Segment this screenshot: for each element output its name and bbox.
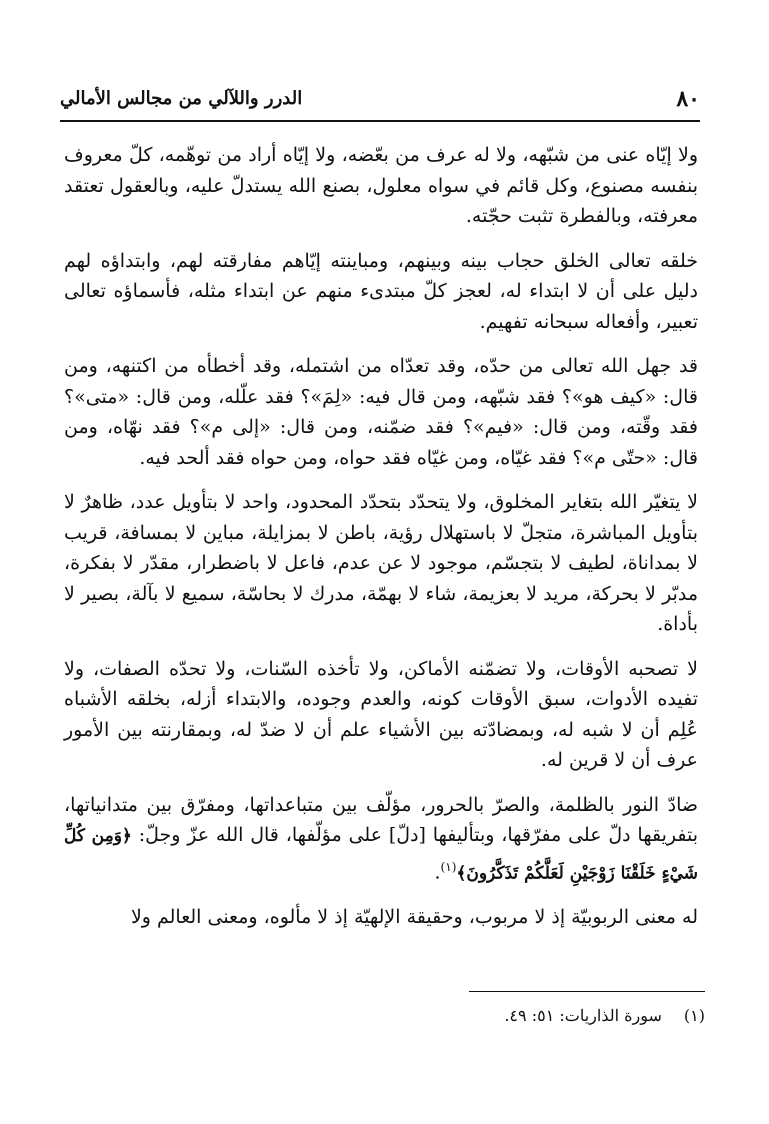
quran-verse: ﴿وَمِن كُلِّ شَيْءٍ خَلَقْنَا زَوْجَيْنِ لَعَلَّكُمْ تَذَكَّرُونَ﴾ (64, 826, 698, 883)
paragraph-6-text: ضادّ النور بالظلمة، والصرّ بالحرور، مؤلّف بين متباعداتها، ومفرّق بين متدانياتها، بتفريقها دلّ على مفرّقها، وبتأليفها [دلّ] على مؤلّفها، قال الله عزّ وجلّ: (64, 793, 698, 846)
paragraph-4: لا يتغيّر الله بتغاير المخلوق، ولا يتحدّد بتحدّد المحدود، واحد لا بتأويل عدد، ظاهرٌ لا بتأويل المباشرة، متجلّ لا باستهلال رؤية، باطن لا بمزايلة، مباين لا بمسافة، قريب لا بمداناة، لطيف لا بتجسّم، موجود لا عن عدم، فاعل لا باضطرار، مقدّر لا بفكرة، مدبّر لا بحركة، مريد لا بعزيمة، شاء لا بهمّة، مدرك لا بحاسّة، سميع لا بآلة، بصير لا بأداة. (64, 491, 698, 635)
footnote-reference[interactable]: (١) (440, 859, 457, 874)
footnote (71, 1004, 705, 1028)
running-title: الدرر واللآلي من مجالس الأمالي (60, 88, 303, 109)
paragraph-1: ولا إيّاه عنى من شبّهه، ولا له عرف من بعّضه، ولا إيّاه أراد من توهّمه، كلّ معروف بنفسه مصنوع، وكل قائم في سواه معلول، بصنع الله يستدلّ عليه، وبالعقول تعتقد معرفته، وبالفطرة تثبت حجّته. (64, 144, 698, 227)
page-number: ٨٠ (676, 86, 700, 112)
paragraph-3: قد جهل الله تعالى من حدّه، وقد تعدّاه من اشتمله، وقد أخطأه من اكتنهه، ومن قال: «كيف هو»؟ فقد شبّهه، ومن قال فيه: «لِمَ»؟ فقد علّله، ومن قال: «متى»؟ فقد وقّته، ومن قال: «فيم»؟ فقد ضمّنه، ومن قال: «إلى م»؟ فقد نهّاه، ومن قال: «حتّى م»؟ فقد غيّاه، ومن غيّاه فقد حواه، ومن حواه فقد ألحد فيه. (64, 355, 698, 469)
page-header (60, 86, 700, 120)
paragraph-2: خلقه تعالى الخلق حجاب بينه وبينهم، ومباينته إيّاهم مفارقته لهم، وابتداؤه لهم دليل على أن لا ابتداء له، لعجز كلّ مبتدىء منهم عن ابتداء مثله، فأسماؤه تعالى تعبير، وأفعاله سبحانه تفهيم. (64, 249, 698, 333)
body-text (64, 140, 698, 947)
footnote-number: (١) (683, 1006, 705, 1025)
paragraph-5: لا تصحبه الأوقات، ولا تضمّنه الأماكن، ولا تأخذه السّنات، ولا تحدّه الصفات، ولا تفيده الأدوات، سبق الأوقات كونه، والعدم وجوده، والابتداء أزله، بخلقه الأشباه عُلِم أن لا شبه له، وبمضادّته بين الأشياء علم أن لا ضدّ له، وبمقارنته بين الأمور عرف أن لا قرين له. (64, 657, 698, 771)
paragraph-7: له معنى الربوبيّة إذ لا مربوب، وحقيقة الإلهيّة إذ لا مألوه، ومعنى العالم ولا (130, 906, 698, 929)
paragraph-6-end: . (434, 860, 441, 883)
footnote-rule (469, 991, 705, 992)
header-rule (60, 120, 700, 122)
paragraph-6 (64, 790, 698, 889)
footnote-text: سورة الذاريات: ٥١: ٤٩. (504, 1006, 662, 1025)
